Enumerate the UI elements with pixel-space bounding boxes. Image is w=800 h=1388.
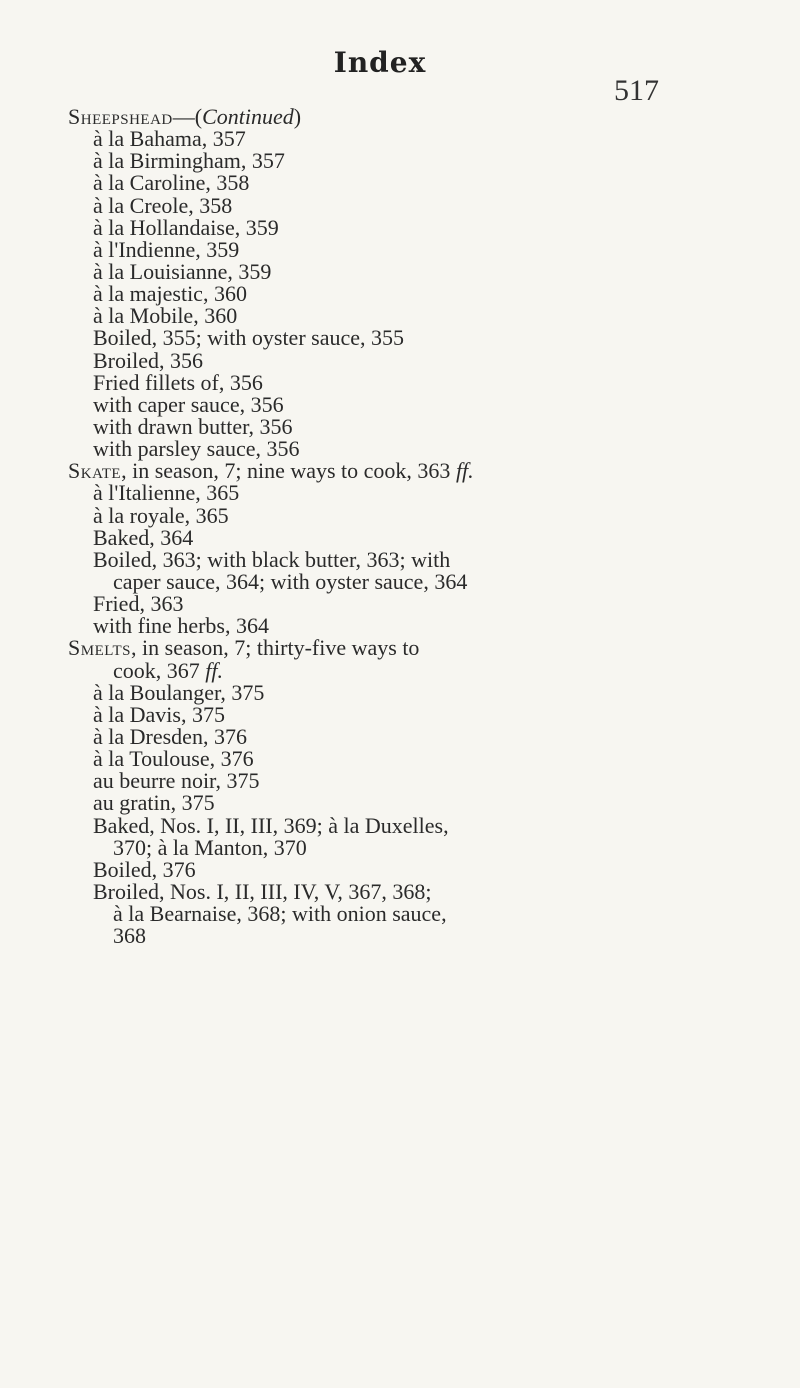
line-text: Baked, Nos. I, II, III, 369; à la Duxelles,	[93, 812, 449, 838]
index-subentry	[68, 347, 668, 373]
line-text: caper sauce, 364; with oyster sauce, 364	[113, 568, 468, 594]
line-text: with drawn butter, 356	[93, 413, 293, 439]
index-subentry	[68, 615, 668, 637]
line-text: Broiled, 356	[93, 347, 203, 373]
index-subentry	[68, 770, 668, 792]
index-subentry	[68, 128, 668, 150]
entry-text: —(	[172, 104, 203, 129]
line-text: à la royale, 365	[93, 502, 229, 528]
index-subentry	[68, 748, 668, 770]
index-heading-entry	[68, 637, 668, 659]
index-subentry	[68, 502, 668, 528]
index-subentry	[68, 482, 668, 504]
line-text: à la Birmingham, 357	[93, 148, 285, 174]
line-text: 368	[113, 923, 146, 949]
index-subentry	[68, 723, 668, 749]
index-continuation-line	[68, 903, 668, 925]
line-text: Boiled, 355; with oyster sauce, 355	[93, 325, 405, 351]
line-text: à la Mobile, 360	[93, 303, 238, 329]
index-subentry	[68, 172, 668, 194]
line-text: with caper sauce, 356	[93, 391, 284, 417]
index-subentry	[68, 438, 668, 460]
index-subentry	[68, 812, 668, 838]
entry-heading: Skate	[68, 458, 122, 484]
index-subentry	[68, 413, 668, 439]
page-number: 517	[614, 74, 659, 107]
line-text: Boiled, 376	[93, 856, 196, 882]
line-text: à la Creole, 358	[93, 192, 233, 218]
index-subentry	[68, 391, 668, 417]
line-text: à la Boulanger, 375	[93, 679, 265, 705]
line-text: au gratin, 375	[93, 790, 215, 816]
index-continuation-line	[68, 925, 668, 947]
line-text: Fried fillets of, 356	[93, 369, 263, 395]
index-subentry	[68, 327, 668, 349]
line-text: Boiled, 363; with black butter, 363; with	[93, 546, 451, 572]
index-subentry	[68, 856, 668, 882]
index-heading-entry	[68, 106, 668, 128]
ff-abbrev: ff.	[455, 458, 474, 484]
line-text: à la Bahama, 357	[93, 126, 246, 152]
index-subentry	[68, 679, 668, 705]
line-text: à la Bearnaise, 368; with onion sauce,	[113, 901, 447, 927]
line-text: à la Davis, 375	[93, 701, 225, 727]
index-subentry	[68, 150, 668, 172]
index-subentry	[68, 305, 668, 327]
index-subentry	[68, 283, 668, 305]
line-text: à la Caroline, 358	[93, 170, 250, 196]
line-text: au beurre noir, 375	[93, 768, 260, 794]
index-subentry	[68, 593, 668, 615]
line-text: à la Hollandaise, 359	[93, 214, 279, 240]
entry-heading: Smelts	[68, 635, 132, 661]
line-text: Baked, 364	[93, 524, 194, 550]
line-text: à la Toulouse, 376	[93, 746, 254, 772]
line-text: à la majestic, 360	[93, 281, 247, 307]
entry-text-tail: )	[293, 104, 302, 129]
index-subentry	[68, 792, 668, 814]
index-continuation-line	[68, 834, 668, 860]
line-text: à l'Italienne, 365	[93, 480, 240, 506]
line-text: à la Louisianne, 359	[93, 258, 272, 284]
line-text: cook, 367	[113, 657, 206, 683]
line-text: 370; à la Manton, 370	[113, 834, 307, 860]
index-subentry	[68, 369, 668, 395]
index-continuation-line	[68, 568, 668, 594]
index-subentry	[68, 878, 668, 904]
index-subentry	[68, 701, 668, 727]
line-text: with parsley sauce, 356	[93, 436, 300, 462]
line-text: Fried, 363	[93, 591, 184, 617]
line-text: à la Dresden, 376	[93, 723, 247, 749]
line-text: Broiled, Nos. I, II, III, IV, V, 367, 368;	[93, 878, 432, 904]
entry-text: , in season, 7; thirty-five ways to	[131, 635, 420, 661]
index-continuation-line	[68, 657, 668, 683]
index-subentry	[68, 546, 668, 572]
index-subentry	[68, 236, 668, 262]
entry-heading: Sheepshead	[68, 104, 173, 129]
running-header: Index	[333, 46, 427, 79]
ff-abbrev: ff.	[205, 657, 223, 683]
index-list	[68, 106, 668, 947]
index-subentry	[68, 192, 668, 218]
index-subentry	[68, 258, 668, 284]
index-heading-entry	[68, 460, 668, 482]
continued-note: Continued	[202, 104, 294, 129]
index-subentry	[68, 214, 668, 240]
index-subentry	[68, 524, 668, 550]
line-text: à l'Indienne, 359	[93, 236, 240, 262]
entry-text: , in season, 7; nine ways to cook, 363	[121, 458, 456, 484]
line-text: with fine herbs, 364	[93, 613, 269, 639]
